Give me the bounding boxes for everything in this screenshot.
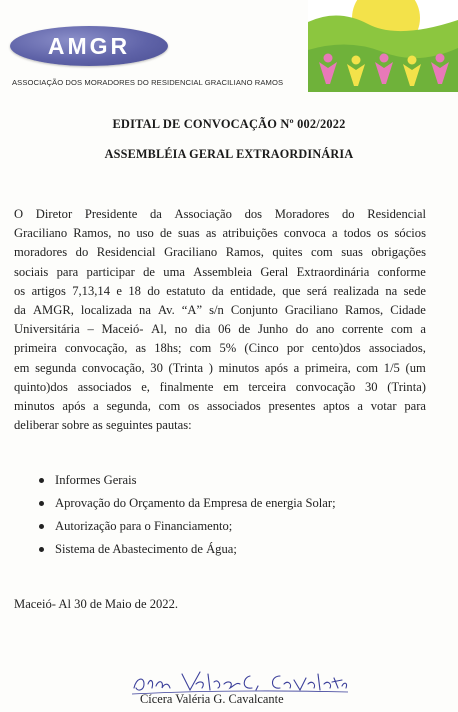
agenda-item-text: Aprovação do Orçamento da Empresa de energia Solar;	[55, 496, 336, 510]
logo-text: AMGR	[47, 32, 131, 59]
word: Residencial	[367, 207, 426, 221]
word: da	[14, 303, 26, 318]
word: em	[223, 379, 239, 394]
word: os	[14, 283, 26, 298]
paragraph-line: deliberar sobre as seguintes pautas:	[14, 418, 192, 433]
word: Universitária	[14, 322, 80, 337]
agenda-item-text: Sistema de Abastecimento de Água;	[55, 542, 237, 556]
word: dia	[194, 322, 211, 337]
word: Associação	[174, 207, 232, 221]
word: terceira	[248, 379, 287, 394]
word: que	[282, 283, 301, 298]
word: estatuto	[166, 283, 206, 298]
word: do	[341, 207, 355, 221]
word: sócios	[394, 226, 426, 241]
word: aptos	[323, 399, 350, 414]
word: suas	[341, 245, 363, 260]
word: corrente	[342, 322, 384, 337]
word: a	[420, 322, 426, 337]
agenda-item	[36, 492, 336, 515]
word: Al,	[151, 322, 167, 337]
word: primeira,	[304, 360, 351, 375]
word: Conjunto	[230, 303, 278, 318]
word: quinto)dos	[14, 379, 68, 394]
dateline: Maceió- Al 30 de Maio de 2022.	[14, 597, 179, 611]
agenda-item-text: Autorização para o Financiamento;	[55, 519, 233, 533]
word: para	[404, 399, 426, 414]
word: primeira	[14, 341, 57, 356]
paragraph-line	[14, 243, 426, 262]
word: AMGR,	[32, 303, 74, 318]
word: após	[264, 360, 288, 375]
word: de	[159, 226, 172, 241]
word: Cidade	[390, 303, 426, 318]
word: com	[390, 322, 413, 337]
word: convocação,	[64, 341, 128, 356]
word: na	[139, 303, 151, 318]
word: 06	[218, 322, 231, 337]
association-name: ASSOCIAÇÃO DOS MORADORES DO RESIDENCIAL GRACILIANO RAMOS	[12, 78, 284, 87]
word: 1/5	[383, 360, 400, 375]
word: da	[149, 207, 162, 221]
word: com	[311, 245, 333, 260]
bullet-icon	[39, 547, 44, 552]
word: atribuições	[222, 226, 278, 241]
word: e	[116, 283, 122, 298]
document-subtitle: ASSEMBLÉIA GERAL EXTRAORDINÁRIA	[104, 147, 354, 161]
word: a	[357, 399, 363, 414]
word: a	[293, 360, 300, 375]
word: na	[385, 283, 398, 298]
word: suas	[177, 226, 200, 241]
community-illustration	[308, 0, 458, 92]
document-title: EDITAL DE CONVOCAÇÃO Nº 002/2022	[112, 117, 346, 131]
paragraph-line	[14, 263, 426, 282]
word: da	[211, 283, 224, 298]
agenda-list	[36, 469, 336, 561]
word: (Trinta)	[387, 379, 426, 394]
logo	[10, 26, 310, 66]
word: 18hs;	[154, 341, 182, 356]
word: associados	[77, 379, 132, 394]
word: segunda	[35, 360, 77, 375]
paragraph-line	[14, 378, 426, 397]
word: os	[187, 399, 200, 414]
word: –	[87, 322, 94, 337]
word: conforme	[377, 264, 426, 279]
word: Ramos,	[345, 303, 384, 318]
word: e,	[141, 379, 150, 394]
word: com	[356, 360, 379, 375]
word: após	[62, 399, 86, 414]
word: os	[377, 226, 389, 241]
word: a	[331, 226, 338, 241]
word: uso	[136, 226, 154, 241]
word: sociais	[14, 264, 49, 279]
word: a	[93, 399, 99, 414]
word: localizada	[80, 303, 132, 318]
word: Assembleia	[193, 264, 253, 279]
word: presentes	[268, 399, 316, 414]
word: O	[14, 207, 24, 221]
word: Moradores	[274, 207, 330, 221]
word: no	[117, 226, 131, 241]
word: Extraordinária	[296, 264, 370, 279]
word: entidade,	[230, 283, 276, 298]
word: sede	[403, 283, 426, 298]
bullet-icon	[39, 478, 44, 483]
word: participar	[86, 264, 135, 279]
convocation-paragraph	[14, 205, 426, 435]
paragraph-line	[14, 339, 426, 358]
word: moradores	[14, 245, 68, 260]
word: segunda,	[106, 399, 151, 414]
word: 5%	[219, 341, 237, 356]
agenda-item-text: Informes Gerais	[55, 473, 137, 487]
word: as	[205, 226, 217, 241]
word: Av.	[157, 303, 175, 318]
word: Junho	[257, 322, 289, 337]
word: 30	[150, 360, 163, 375]
word: convocação,	[82, 360, 145, 375]
word: minutos	[218, 360, 260, 375]
word: uma	[163, 264, 185, 279]
word: realizada	[333, 283, 379, 298]
word: de	[238, 322, 251, 337]
word: as	[135, 341, 147, 356]
word: por	[286, 341, 304, 356]
paragraph-line	[14, 301, 426, 320]
paragraph-line	[14, 282, 426, 301]
word: quites	[272, 245, 303, 260]
logo-oval	[10, 26, 168, 66]
agenda-item	[36, 469, 336, 492]
word: minutos	[14, 399, 55, 414]
word: associados,	[368, 341, 426, 356]
word: obrigações	[371, 245, 426, 260]
word: finalmente	[159, 379, 214, 394]
word: dos	[244, 207, 263, 221]
signer-name: Cícera Valéria G. Cavalcante	[140, 692, 284, 706]
word: todos	[343, 226, 372, 241]
word: de	[143, 264, 155, 279]
word: 7,13,14	[72, 283, 111, 298]
word: 30	[364, 379, 378, 394]
word: Geral	[260, 264, 289, 279]
word: do	[295, 322, 309, 337]
word: convocação	[295, 379, 356, 394]
word: Ramos,	[225, 245, 264, 260]
word: em	[14, 360, 30, 375]
word: cento)dos	[311, 341, 361, 356]
word: artigos	[31, 283, 66, 298]
word: Graciliano	[284, 303, 338, 318]
word: Graciliano	[164, 245, 218, 260]
word: com	[158, 399, 181, 414]
word: (Cinco	[244, 341, 279, 356]
word: do	[75, 245, 89, 260]
word: será	[306, 283, 328, 298]
agenda-item	[36, 538, 336, 561]
word: com	[189, 341, 212, 356]
word: para	[56, 264, 79, 279]
word: (um	[405, 360, 426, 375]
agenda-item	[36, 515, 336, 538]
word: “A”	[181, 303, 203, 318]
paragraph-line	[14, 224, 426, 243]
word: Residencial	[96, 245, 156, 260]
paragraph-line	[14, 397, 426, 416]
word: Maceió-	[101, 322, 144, 337]
word: Presidente	[84, 207, 138, 221]
word: (Trinta	[168, 360, 204, 375]
word: 18	[128, 283, 141, 298]
word: Diretor	[35, 207, 73, 221]
word: s/n	[209, 303, 224, 318]
bullet-icon	[39, 524, 44, 529]
paragraph-line	[14, 320, 426, 339]
paragraph-line	[14, 359, 426, 378]
word: do	[147, 283, 160, 298]
paragraph-line	[14, 205, 426, 224]
bullet-icon	[39, 501, 44, 506]
word: associados	[206, 399, 261, 414]
word: convoca	[283, 226, 326, 241]
word: Ramos,	[73, 226, 112, 241]
word: Graciliano	[14, 226, 68, 241]
word: ano	[316, 322, 335, 337]
word: )	[208, 360, 213, 375]
word: no	[174, 322, 188, 337]
word: votar	[370, 399, 397, 414]
